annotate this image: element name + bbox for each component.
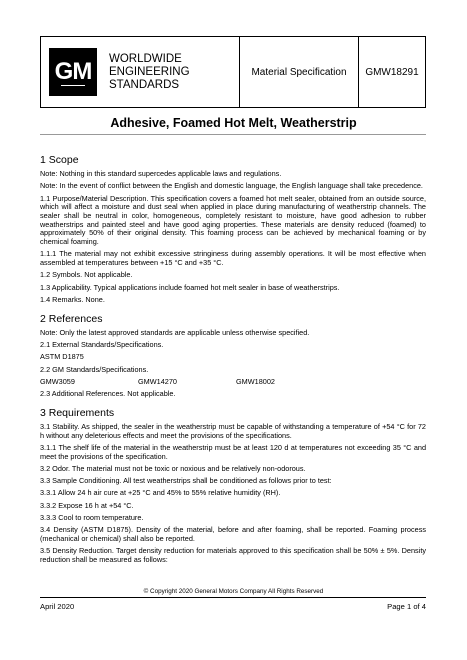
gm-standard-item: GMW18002 (236, 376, 275, 386)
document-header (40, 36, 426, 108)
header-logo-cell (41, 37, 240, 107)
footer-date: April 2020 (40, 602, 75, 611)
paragraph-3-3-2: 3.3.2 Expose 16 h at +54 °C. (40, 500, 134, 510)
section-heading-scope: 1 Scope (40, 154, 79, 166)
scope-note-1: Note: Nothing in this standard supercedes applicable laws and regulations. (40, 169, 282, 178)
org-name (109, 53, 190, 92)
paragraph-3-4: 3.4 Density (ASTM D1875). Density of the material, before and after foaming, shall be reported. Foaming process (mechanical or chemical) shall also be reported. (40, 525, 426, 544)
gm-logo: GM (49, 48, 97, 96)
paragraph-1-3: 1.3 Applicability. Typical applications include foamed hot melt sealer in base of weatherstrips. (40, 282, 340, 292)
paragraph-3-3: 3.3 Sample Conditioning. All test weatherstrips shall be conditioned as follows prior to test: (40, 476, 332, 486)
section-heading-references: 2 References (40, 312, 103, 325)
paragraph-3-2: 3.2 Odor. The material must not be toxic or noxious and be relatively non-odorous. (40, 463, 306, 473)
paragraph-2-1: 2.1 External Standards/Specifications. (40, 340, 164, 349)
paragraph-3-3-3: 3.3.3 Cool to room temperature. (40, 513, 144, 523)
footer-divider (40, 597, 426, 598)
paragraph-1-2: 1.2 Symbols. Not applicable. (40, 270, 133, 280)
org-line-1: WORLDWIDE (109, 52, 182, 65)
document-body (40, 154, 426, 568)
paragraph-3-5: 3.5 Density Reduction. Target density reduction for materials approved to this specification shall be 50% ± 5%. Density reduction shall be measured as follows: (40, 546, 426, 565)
paragraph-1-1-1: 1.1.1 The material may not exhibit excessive stringiness during assembly operations. It will be most effective when assembled at temperatures between +15 °C and +35 °C. (40, 249, 426, 268)
paragraph-1-1: 1.1 Purpose/Material Description. This specification covers a foamed hot melt sealer, obtained from an outside source, which will affect a moisture and dust seal when applied in place during manufacturing of weatherstrip channels. The sealer shall be neutral in color, homogeneous, completely resistant to moisture, have good adhesion to rubber weatherstrips and painted steel and have good aging properties. These materials are density reduced (foamed) to approximately 50% of their original density. This foaming process can be achieved by mechanical foaming or by chemical foaming. (40, 193, 426, 247)
document-title: Adhesive, Foamed Hot Melt, Weatherstrip (110, 116, 357, 130)
org-line-3: STANDARDS (109, 78, 180, 91)
gm-standard-item: GMW14270 (138, 376, 177, 386)
paragraph-2-3: 2.3 Additional References. Not applicable. (40, 389, 176, 399)
doc-number: GMW18291 (365, 66, 419, 78)
paragraph-3-1: 3.1 Stability. As shipped, the sealer in the weatherstrip must be capable of withstanding a temperature of +54 °C for 72 h without any deleterious effects and meet the provisions of the specifications. (40, 421, 426, 440)
section-heading-requirements: 3 Requirements (40, 406, 115, 419)
paragraph-3-3-1: 3.3.1 Allow 24 h air cure at +25 °C and 45% to 55% relative humidity (RH). (40, 488, 281, 498)
gm-standard-item: GMW3059 (40, 376, 75, 386)
title-divider (40, 134, 426, 135)
paragraph-3-1-1: 3.1.1 The shelf life of the material in the weatherstrip must be at least 120 d at temperatures not exceeding 35 °C and meet the provisions of the specification. (40, 442, 426, 461)
scope-note-2: Note: In the event of conflict between the English and domestic language, the English language shall take precedence. (40, 181, 423, 191)
paragraph-2-2: 2.2 GM Standards/Specifications. (40, 364, 149, 374)
astm-reference: ASTM D1875 (40, 352, 84, 362)
references-note: Note: Only the latest approved standards are applicable unless otherwise specified. (40, 327, 310, 337)
doc-type: Material Specification (240, 37, 359, 107)
page-number: Page 1 of 4 (387, 602, 426, 611)
org-line-2: ENGINEERING (109, 65, 190, 78)
paragraph-1-4: 1.4 Remarks. None. (40, 295, 105, 304)
gm-standards-list (40, 378, 426, 387)
copyright-notice: © Copyright 2020 General Motors Company All Rights Reserved (143, 588, 324, 595)
